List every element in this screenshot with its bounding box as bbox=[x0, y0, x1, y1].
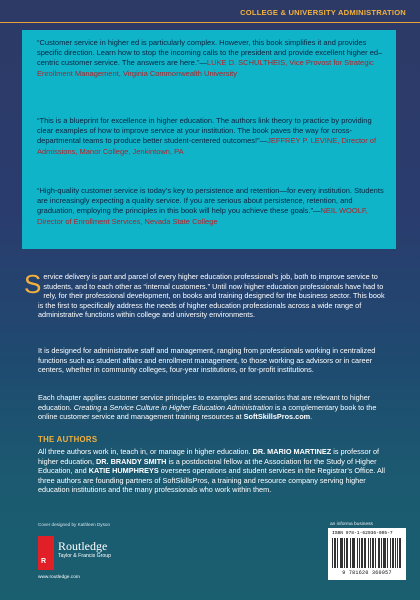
endorsements-panel bbox=[22, 30, 396, 249]
authors-heading: THE AUTHORS bbox=[38, 435, 98, 444]
publisher-name: Routledge bbox=[58, 539, 108, 553]
cover-credit: Cover designed by Kathleen Dyson bbox=[38, 522, 111, 527]
publisher-subtitle: Taylor & Francis Group bbox=[58, 553, 112, 559]
publisher-logo bbox=[38, 528, 158, 580]
endorsement-attribution: NEIL WOOLF, Director of Enrollment Services, Nevada State College bbox=[37, 206, 368, 226]
endorsement-attribution: JEFFREY P. LEVINE, Director of Admissions, Manor College, Jenkintown, PA bbox=[37, 136, 377, 156]
website-link: SoftSkillsPros.com bbox=[243, 412, 311, 422]
publisher-url: www.routledge.com bbox=[38, 575, 80, 580]
barcode-icon bbox=[332, 538, 402, 568]
isbn-label: ISBN 978-1-62036-005-7 bbox=[332, 531, 393, 536]
author-name: KATIE HUMPHREYS bbox=[88, 466, 159, 476]
book-title: Creating a Service Culture in Higher Education Administration bbox=[73, 402, 273, 412]
barcode-number: 9 781620 360057 bbox=[342, 570, 392, 576]
endorsement-quote: “Customer service in higher ed is particularly complex. However, this book simplifies it and provides specific direction. Learn how to stop the incoming calls to the president and provide excellent higher ed–centric customer service. The answers are here.”—LUKE D. SCHULTHEIS, Vice Provost for Strategic Enrollment Management, Virginia Commonwealth University bbox=[37, 38, 383, 78]
author-name: DR. MARIO MARTINEZ bbox=[252, 447, 332, 456]
drop-cap: S bbox=[24, 269, 42, 299]
isbn-barcode-box bbox=[328, 528, 406, 580]
description-paragraph: It is designed for administrative staff and management, ranging from professionals working in centralized functions such as student affairs and enrollment management, to those working as advisors or in career centers, whether in community colleges, four-year institutions, or for-profit institutions. bbox=[38, 346, 376, 375]
endorsement-quote: “High-quality customer service is today’s key to persistence and retention—for every institution. Students are increasingly expecting a quality service. If you are serious about persistence, retention, and graduation, employing the principles in this book will help you achieve these goals.”—NEIL WOOLF, Director of Enrollment Services, Nevada State College bbox=[37, 186, 384, 226]
description-paragraph: Each chapter applies customer service principles to examples and scenarios that are relevant to higher education. Creating a Service Culture in Higher Education Administration is a complementary book to the online customer service and management training resources at SoftSkillsPros.com. bbox=[38, 393, 377, 422]
author-name: DR. BRANDY SMITH bbox=[96, 456, 167, 466]
description-paragraph: Service delivery is part and parcel of every higher education professional’s job, both to improve service to students, and to each other as “internal customers.” Until now higher education professionals have had to rely, for their professional development, on books and training designed for the business sector. This book is the first to specifically address the needs of higher education professionals across a wide range of administrative functions within college and university environments. bbox=[24, 269, 385, 320]
endorsement-quote: “This is a blueprint for excellence in higher education. The authors link theory to practice by providing clear examples of how to improve service at your institution. The book paves the way for cross-departmental teams to produce better student-centered outcomes!”—JEFFREY P. LEVINE, Director of Admissions, Manor College, Jenkintown, PA bbox=[37, 116, 377, 156]
endorsement-attribution: LUKE D. SCHULTHEIS, Vice Provost for Strategic Enrollment Management, Virginia Commonwealth University bbox=[37, 58, 374, 78]
category-label: COLLEGE & UNIVERSITY ADMINISTRATION bbox=[240, 8, 406, 17]
header-rule bbox=[0, 22, 420, 23]
routledge-mark-icon: R bbox=[38, 536, 54, 570]
informa-tagline: an informa business bbox=[330, 522, 373, 527]
authors-bio: All three authors work in, teach in, or manage in higher education. DR. MARIO MARTINEZ is professor of higher education, DR. BRANDY SMITH is a postdoctoral fellow at the Association for the Study of Higher Education, and KATIE HUMPHREYS oversees operations and student services in the Registrar’s Office. All three authors are founding partners of SoftSkillsPros, a training and resource company serving higher education institutions and the many professionals who work within them. bbox=[38, 447, 386, 495]
